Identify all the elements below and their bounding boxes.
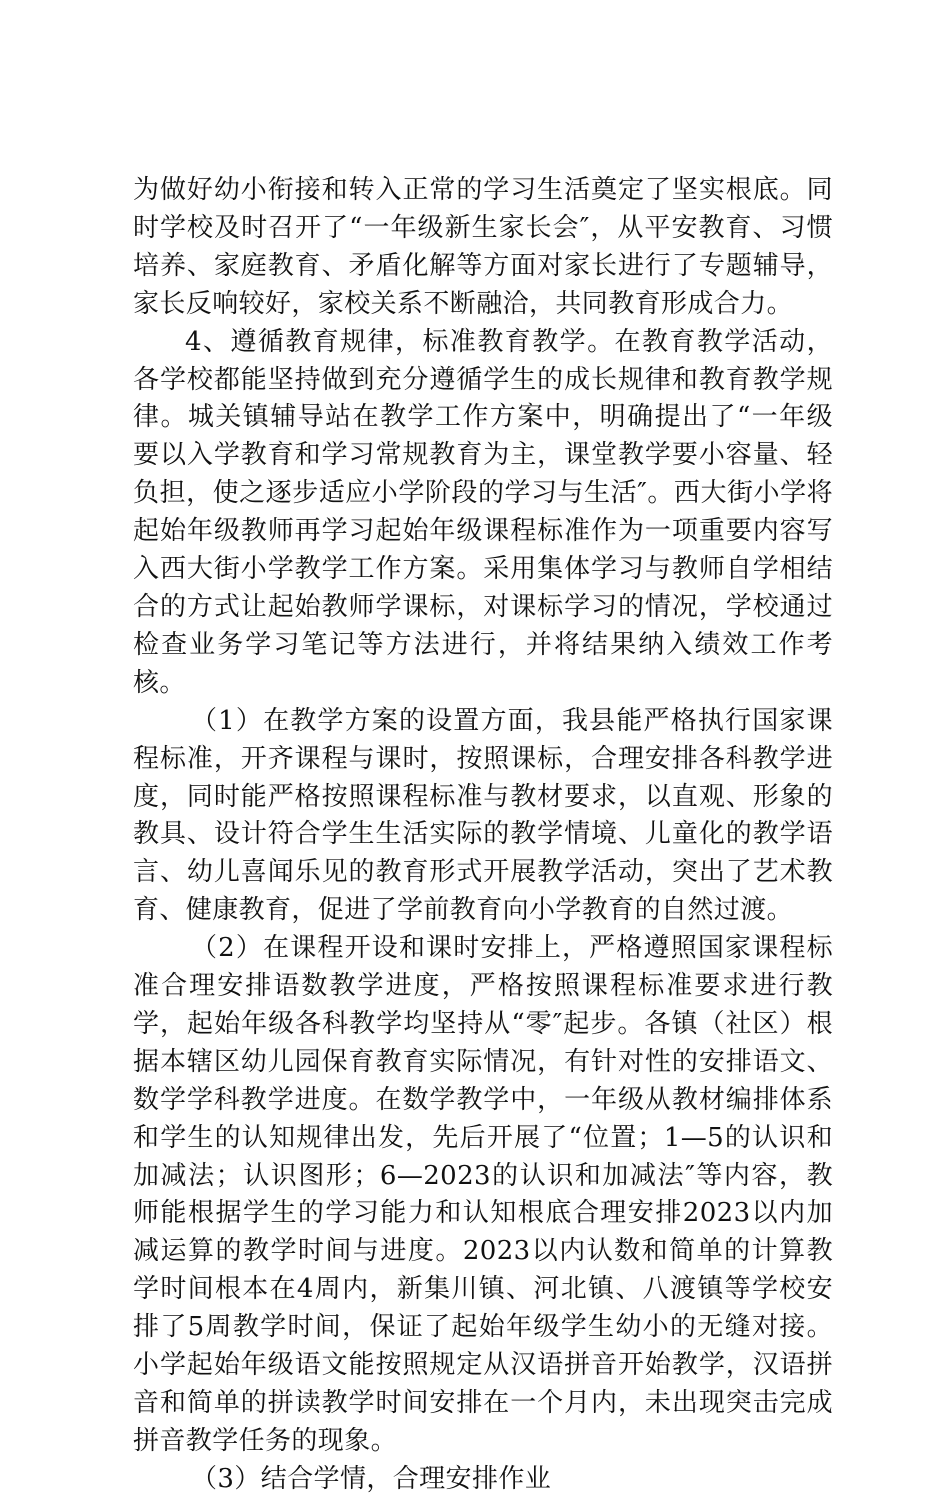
- document-body: [133, 172, 833, 1499]
- paragraph-section-4: 4、遵循教育规律，标准教育教学。在教育教学活动，各学校都能坚持做到充分遵循学生的成长规律和教育教学规律。城关镇辅导站在教学工作方案中，明确提出了“一年级要以入学教育和学习常规教育为主，课堂教学要小容量、轻负担，使之逐步适应小学阶段的学习与生活″。西大街小学将起始年级教师再学习起始年级课程标准作为一项重要内容写入西大街小学教学工作方案。采用集体学习与教师自学相结合的方式让起始教师学课标，对课标学习的情况，学校通过检查业务学习笔记等方法进行，并将结果纳入绩效工作考核。: [133, 326, 833, 698]
- paragraph-continuation: 为做好幼小衔接和转入正常的学习生活奠定了坚实根底。同时学校及时召开了“一年级新生家长会″，从平安教育、习惯培养、家庭教育、矛盾化解等方面对家长进行了专题辅导，家长反响较好，家校关系不断融洽，共同教育形成合力。: [133, 175, 833, 319]
- paragraph-item-2: （2）在课程开设和课时安排上，严格遵照国家课程标准合理安排语数教学进度，严格按照课程标准要求进行教学，起始年级各科教学均坚持从“零″起步。各镇（社区）根据本辖区幼儿园保育教育实际情况，有针对性的安排语文、数学学科教学进度。在数学教学中，一年级从教材编排体系和学生的认知规律出发，先后开展了“位置；1—5的认识和加减法；认识图形；6—2023的认识和加减法″等内容，教师能根据学生的学习能力和认知根底合理安排2023以内加减运算的教学时间与进度。2023以内认数和简单的计算教学时间根本在4周内，新集川镇、河北镇、八渡镇等学校安排了5周教学时间，保证了起始年级学生幼小的无缝对接。小学起始年级语文能按照规定从汉语拼音开始教学，汉语拼音和简单的拼读教学时间安排在一个月内，未出现突击完成拼音教学任务的现象。: [133, 933, 833, 1456]
- paragraph-item-1: （1）在教学方案的设置方面，我县能严格执行国家课程标准，开齐课程与课时，按照课标，合理安排各科教学进度，同时能严格按照课程标准与教材要求，以直观、形象的教具、设计符合学生生活实际的教学情境、儿童化的教学语言、幼儿喜闻乐见的教育形式开展教学活动，突出了艺术教育、健康教育，促进了学前教育向小学教育的自然过渡。: [133, 705, 833, 926]
- paragraph-item-3: （3）结合学情，合理安排作业: [191, 1463, 552, 1494]
